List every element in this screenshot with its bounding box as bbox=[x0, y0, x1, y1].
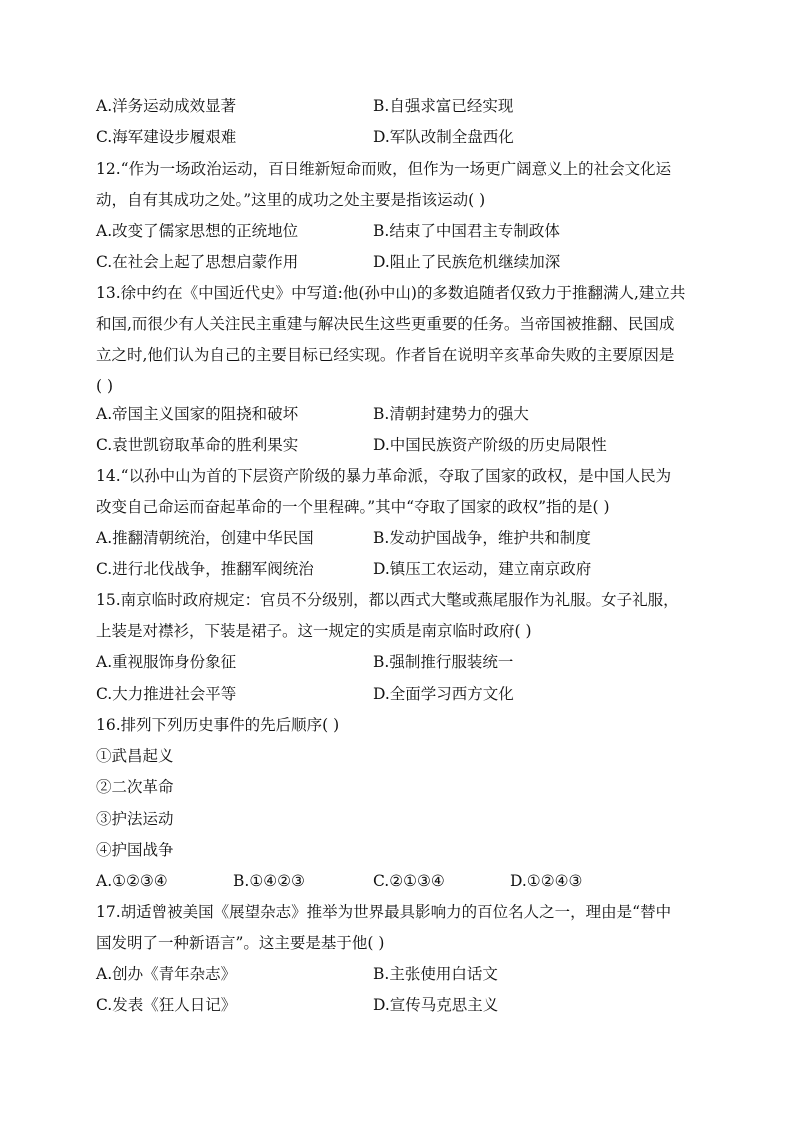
q16-event-2: ②二次革命 bbox=[96, 778, 174, 796]
q17-stem-line-1: 17.胡适曾被美国《展望杂志》推举为世界最具影响力的百位名人之一，理由是“替中 bbox=[96, 903, 672, 921]
q13-option-a: A.帝国主义国家的阻挠和破坏 bbox=[96, 405, 299, 423]
q16-event-3: ③护法运动 bbox=[96, 810, 174, 828]
q12-stem-line-2: 动，自有其成功之处。”这里的成功之处主要是指该运动( ) bbox=[96, 191, 486, 209]
q11-option-c: C.海军建设步履艰难 bbox=[96, 128, 237, 146]
q11-option-a: A.洋务运动成效显著 bbox=[96, 97, 237, 115]
q16-stem-line-1: 16.排列下列历史事件的先后顺序( ) bbox=[96, 716, 340, 734]
q15-stem-line-1: 15.南京临时政府规定：官员不分级别，都以西式大氅或燕尾服作为礼服。女子礼服， bbox=[96, 591, 679, 609]
q12-option-d: D.阻止了民族危机继续加深 bbox=[373, 253, 561, 271]
q14-stem-line-1: 14.“以孙中山为首的下层资产阶级的暴力革命派，夺取了国家的政权，是中国人民为 bbox=[96, 467, 672, 485]
q14-stem-line-2: 改变自己命运而奋起革命的一个里程碑。”其中“夺取了国家的政权”指的是( ) bbox=[96, 498, 610, 516]
q15-option-a: A.重视服饰身份象征 bbox=[96, 653, 237, 671]
q15-option-d: D.全面学习西方文化 bbox=[373, 685, 514, 703]
q12-option-a: A.改变了儒家思想的正统地位 bbox=[96, 222, 299, 240]
q15-option-b: B.强制推行服装统一 bbox=[373, 653, 514, 671]
q15-option-c: C.大力推进社会平等 bbox=[96, 685, 237, 703]
q12-option-b: B.结束了中国君主专制政体 bbox=[373, 222, 560, 240]
q14-option-b: B.发动护国战争，维护共和制度 bbox=[373, 529, 591, 547]
q11-option-b: B.自强求富已经实现 bbox=[373, 97, 514, 115]
q17-option-b: B.主张使用白话文 bbox=[373, 965, 498, 983]
q16-option-d: D.①②④③ bbox=[510, 872, 583, 890]
q17-option-a: A.创办《青年杂志》 bbox=[96, 965, 237, 983]
q13-option-b: B.清朝封建势力的强大 bbox=[373, 405, 529, 423]
q16-event-4: ④护国战争 bbox=[96, 841, 174, 859]
q14-option-c: C.进行北伐战争，推翻军阀统治 bbox=[96, 560, 314, 578]
q17-option-d: D.宣传马克思主义 bbox=[373, 996, 499, 1014]
q12-option-c: C.在社会上起了思想启蒙作用 bbox=[96, 253, 299, 271]
q16-option-c: C.②①③④ bbox=[373, 872, 445, 890]
q16-option-b: B.①④②③ bbox=[233, 872, 305, 890]
q13-option-c: C.袁世凯窃取革命的胜利果实 bbox=[96, 436, 299, 454]
q17-option-c: C.发表《狂人日记》 bbox=[96, 996, 237, 1014]
q13-stem-line-3: 立之时,他们认为自己的主要目标已经实现。作者旨在说明辛亥革命失败的主要原因是 bbox=[96, 346, 675, 364]
q12-stem-line-1: 12.“作为一场政治运动，百日维新短命而败，但作为一场更广阔意义上的社会文化运 bbox=[96, 160, 672, 178]
q14-option-a: A.推翻清朝统治，创建中华民国 bbox=[96, 529, 314, 547]
q13-stem-line-1: 13.徐中约在《中国近代史》中写道:他(孙中山)的多数追随者仅致力于推翻满人,建立共 bbox=[96, 284, 686, 302]
q13-option-d: D.中国民族资产阶级的历史局限性 bbox=[373, 436, 607, 454]
q14-option-d: D.镇压工农运动，建立南京政府 bbox=[373, 560, 592, 578]
q15-stem-line-2: 上装是对襟衫，下装是裙子。这一规定的实质是南京临时政府( ) bbox=[96, 622, 532, 640]
q13-stem-line-4: ( ) bbox=[96, 377, 114, 395]
q17-stem-line-2: 国发明了一种新语言”。这主要是基于他( ) bbox=[96, 934, 385, 952]
q16-option-a: A.①②③④ bbox=[96, 872, 168, 890]
q13-stem-line-2: 和国,而很少有人关注民主重建与解决民生这些更重要的任务。当帝国被推翻、民国成 bbox=[96, 315, 675, 333]
q11-option-d: D.军队改制全盘西化 bbox=[373, 128, 514, 146]
q16-event-1: ①武昌起义 bbox=[96, 747, 174, 765]
